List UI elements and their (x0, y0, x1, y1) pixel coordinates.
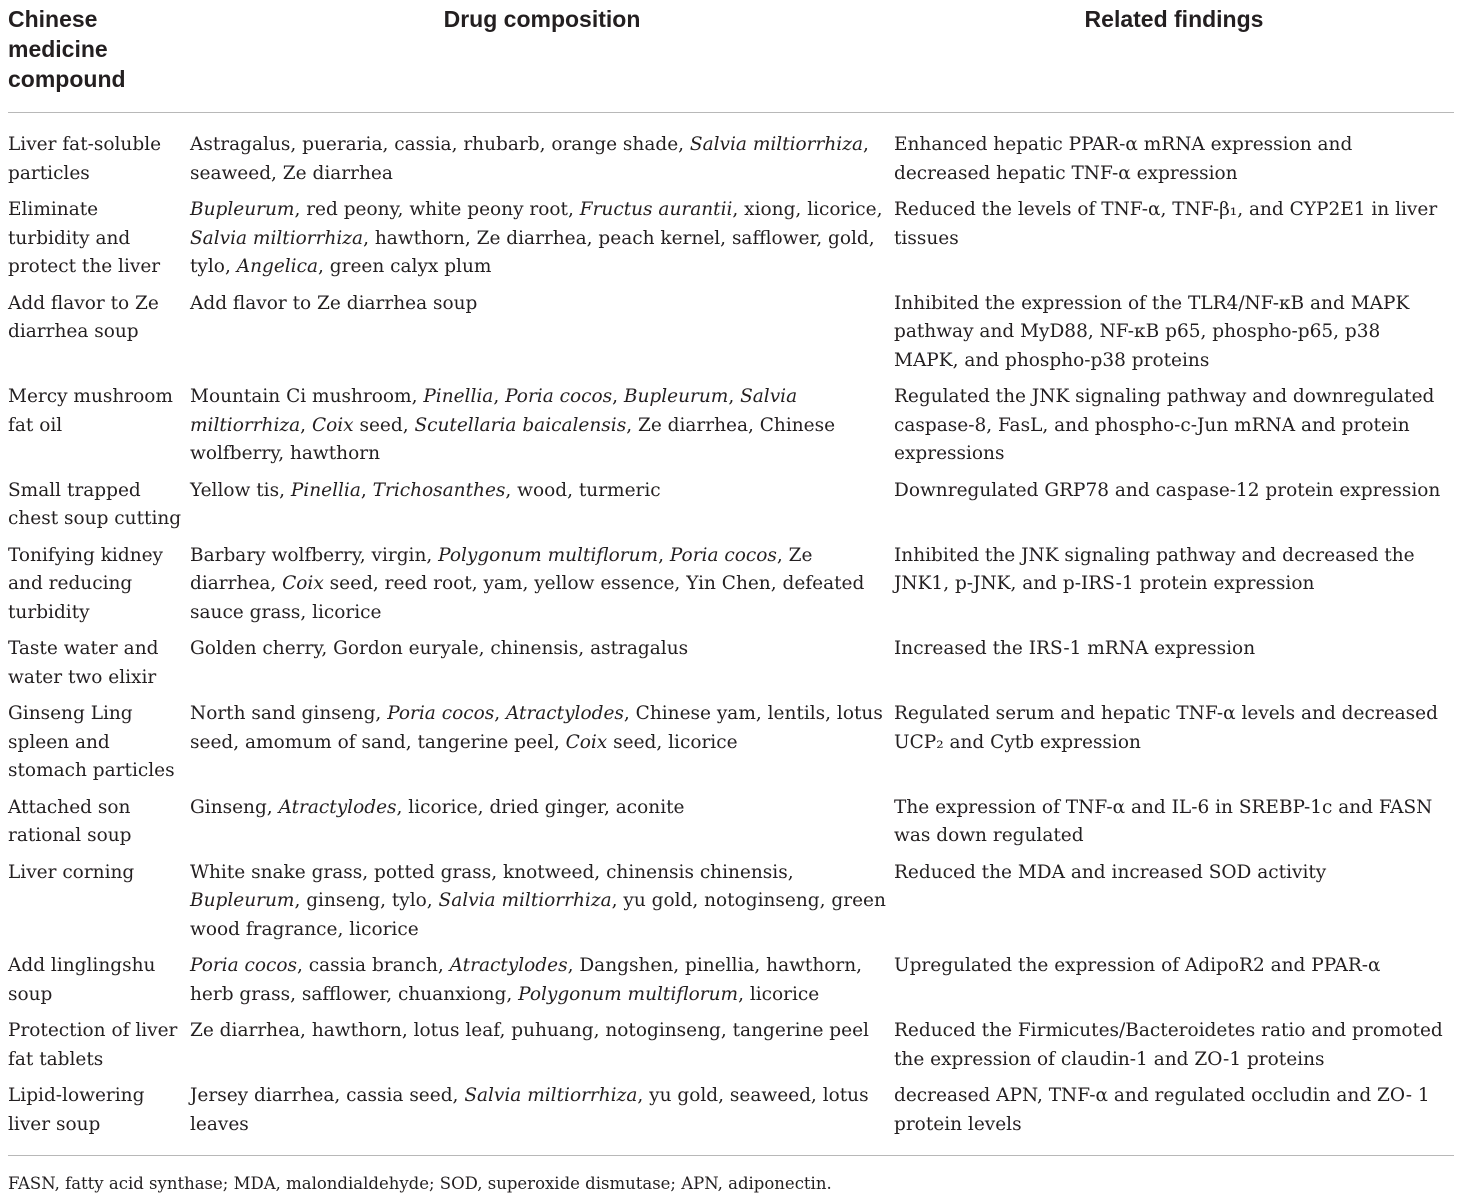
cell-compound: Tonifying kidney and reducing turbidity (8, 544, 164, 623)
italic-herb-name: Pinellia (423, 386, 494, 407)
composition-text: , ginseng, tylo, (294, 890, 439, 911)
composition-text: seed, licorice (607, 731, 738, 753)
composition-text: , Chinese yam, lentils, lotus seed, amomum of sand, tangerine peel, (190, 703, 883, 753)
cell-composition (190, 1017, 894, 1082)
table-row (8, 952, 1454, 1017)
italic-herb-name: Pinellia (290, 479, 361, 501)
cell-findings: Reduced the Firmicutes/Bacteroidetes ratio and promoted the expression of claudin-1 and ZO-1 proteins (894, 1020, 1443, 1070)
composition-text: , licorice, dried ginger, aconite (396, 796, 685, 818)
italic-herb-name: Salvia miltiorrhiza (689, 134, 863, 155)
cell-composition (190, 794, 894, 859)
cell-composition (190, 477, 894, 542)
table-row (8, 1017, 1454, 1082)
italic-herb-name: Bupleurum (623, 386, 729, 407)
cell-composition (190, 383, 894, 477)
cell-compound: Attached son rational soup (8, 796, 132, 846)
cell-composition (190, 290, 894, 384)
table-row (8, 794, 1454, 859)
cell-compound: Mercy mushroom fat oil (8, 386, 173, 436)
italic-herb-name: Bupleurum (190, 890, 295, 911)
composition-text: , licorice (738, 983, 820, 1005)
italic-herb-name: Polygonum multiflorum (438, 544, 659, 566)
table-row (8, 477, 1454, 542)
italic-herb-name: Atractylodes (505, 703, 624, 724)
composition-text: Jersey diarrhea, cassia seed, (190, 1085, 465, 1106)
composition-text: , seaweed, Ze diarrhea (190, 134, 869, 184)
cell-findings: Upregulated the expression of AdipoR2 and PPAR-α (894, 955, 1381, 976)
cell-compound: Liver fat-soluble particles (8, 134, 162, 184)
italic-herb-name: Angelica (236, 256, 318, 277)
cell-composition (190, 1082, 894, 1156)
cell-compound: Liver corning (8, 861, 135, 883)
table-row (8, 1082, 1454, 1156)
cell-findings: Downregulated GRP78 and caspase-12 protein expression (894, 479, 1441, 501)
composition-text: Mountain Ci mushroom, (190, 386, 424, 407)
composition-text: , (493, 386, 506, 407)
italic-herb-name: Salvia miltiorrhiza (190, 386, 798, 436)
composition-text: seed, (353, 414, 415, 436)
cell-findings: Reduced the levels of TNF-α, TNF-β₁, and CYP2E1 in liver tissues (894, 199, 1438, 249)
composition-text: , red peony, white peony root, (294, 199, 580, 220)
cell-compound: Taste water and water two elixir (8, 638, 159, 688)
table-row (8, 859, 1454, 953)
cell-findings: Enhanced hepatic PPAR-α mRNA expression and decreased hepatic TNF-α expression (894, 134, 1353, 184)
cell-compound: Eliminate turbidity and protect the liver (8, 199, 161, 277)
italic-herb-name: Atractylodes (278, 796, 397, 818)
cell-findings: The expression of TNF-α and IL-6 in SREBP-1c and FASN was down regulated (894, 796, 1433, 846)
composition-text: , xiong, licorice, (732, 199, 883, 220)
composition-text: , (612, 386, 624, 407)
cell-findings: Inhibited the expression of the TLR4/NF-κB and MAPK pathway and MyD88, NF-κB p65, phospho-p65, p38 MAPK, and phospho-p38 proteins (894, 292, 1410, 371)
cell-findings: Inhibited the JNK signaling pathway and decreased the JNK1, p-JNK, and p-IRS-1 protein expression (894, 544, 1415, 594)
composition-text: , wood, turmeric (505, 479, 661, 501)
cell-findings: decreased APN, TNF-α and regulated occludin and ZO- 1 protein levels (894, 1082, 1454, 1156)
italic-herb-name: Coix (282, 573, 324, 594)
cell-compound: Lipid-lowering liver soup (8, 1082, 190, 1156)
italic-herb-name: Salvia miltiorrhiza (464, 1085, 638, 1106)
composition-text: Ginseng, (190, 796, 279, 818)
composition-text: , hawthorn, Ze diarrhea, peach kernel, safflower, gold, tylo, (190, 227, 875, 277)
cell-findings: Reduced the MDA and increased SOD activity (894, 861, 1327, 883)
composition-text: , (658, 544, 670, 566)
italic-herb-name: Trichosanthes (372, 479, 506, 501)
composition-text: , Dangshen, pinellia, hawthorn, herb grass, safflower, chuanxiong, (190, 955, 863, 1005)
cell-compound: Add linglingshu soup (8, 955, 156, 1005)
table-row (8, 542, 1454, 636)
header-compound: Chinese medicine compound (8, 0, 190, 113)
composition-text: , yu gold, notoginseng, green wood fragrance, licorice (190, 890, 886, 940)
composition-text: , Ze diarrhea, (190, 544, 813, 594)
data-table-container (8, 0, 1454, 1156)
table-row (8, 383, 1454, 477)
composition-text: Barbary wolfberry, virgin, (190, 544, 439, 566)
italic-herb-name: Atractylodes (449, 955, 568, 976)
composition-text: Add flavor to Ze diarrhea soup (190, 292, 478, 314)
composition-text: North sand ginseng, (190, 703, 388, 724)
cell-findings: Increased the IRS-1 mRNA expression (894, 638, 1256, 659)
table-row (8, 290, 1454, 384)
table-row (8, 196, 1454, 290)
italic-herb-name: Salvia miltiorrhiza (190, 227, 364, 249)
italic-herb-name: Coix (311, 414, 354, 436)
table-row (8, 700, 1454, 794)
cell-compound: Ginseng Ling spleen and stomach particles (8, 703, 175, 781)
italic-herb-name: Fructus aurantii (579, 199, 733, 220)
composition-text: , yu gold, seaweed, lotus leaves (190, 1085, 869, 1135)
header-composition: Drug composition (190, 0, 894, 113)
cell-composition (190, 700, 894, 794)
cell-findings: Regulated serum and hepatic TNF-α levels and decreased UCP₂ and Cytb expression (894, 703, 1438, 753)
composition-text: seed, reed root, yam, yellow essence, Yin Chen, defeated sauce grass, licorice (190, 573, 865, 623)
composition-text: Astragalus, pueraria, cassia, rhubarb, orange shade, (190, 134, 690, 155)
composition-text: Golden cherry, Gordon euryale, chinensis, astragalus (190, 638, 689, 659)
table-footnote: FASN, fatty acid synthase; MDA, malondialdehyde; SOD, superoxide dismutase; APN, adiponectin. (8, 1174, 832, 1193)
table-body (8, 113, 1454, 1156)
italic-herb-name: Polygonum multiflorum (518, 983, 739, 1005)
cell-composition (190, 952, 894, 1017)
composition-text: White snake grass, potted grass, knotweed, chinensis chinensis, (190, 861, 794, 883)
composition-text: , (494, 703, 506, 724)
compound-table (8, 0, 1454, 1156)
cell-findings: Regulated the JNK signaling pathway and downregulated caspase-8, FasL, and phospho-c-Jun mRNA and protein expressions (894, 386, 1435, 464)
composition-text: , (360, 479, 373, 501)
italic-herb-name: Scutellaria baicalensis (414, 414, 627, 436)
composition-text: , cassia branch, (297, 955, 450, 976)
composition-text: , (728, 386, 741, 407)
composition-text: , Ze diarrhea, Chinese wolfberry, hawthorn (190, 414, 836, 464)
italic-herb-name: Bupleurum (190, 199, 295, 220)
composition-text: Ze diarrhea, hawthorn, lotus leaf, puhuang, notoginseng, tangerine peel (190, 1020, 869, 1041)
cell-compound: Add flavor to Ze diarrhea soup (8, 292, 159, 342)
table-row (8, 113, 1454, 197)
cell-composition (190, 859, 894, 953)
cell-composition (190, 542, 894, 636)
italic-herb-name: Salvia miltiorrhiza (438, 890, 612, 911)
cell-compound: Protection of liver fat tablets (8, 1020, 178, 1070)
italic-herb-name: Poria cocos (190, 955, 297, 976)
cell-composition (190, 635, 894, 700)
composition-text: , green calyx plum (318, 256, 492, 277)
header-row (8, 0, 1454, 113)
italic-herb-name: Poria cocos (387, 703, 495, 724)
cell-composition (190, 113, 894, 197)
italic-herb-name: Poria cocos (669, 544, 777, 566)
composition-text: , (300, 414, 312, 436)
composition-text: Yellow tis, (190, 479, 291, 501)
italic-herb-name: Poria cocos (505, 386, 613, 407)
cell-composition (190, 196, 894, 290)
italic-herb-name: Coix (565, 731, 608, 753)
table-row (8, 635, 1454, 700)
cell-compound: Small trapped chest soup cutting (8, 479, 182, 529)
header-findings: Related findings (894, 0, 1454, 113)
